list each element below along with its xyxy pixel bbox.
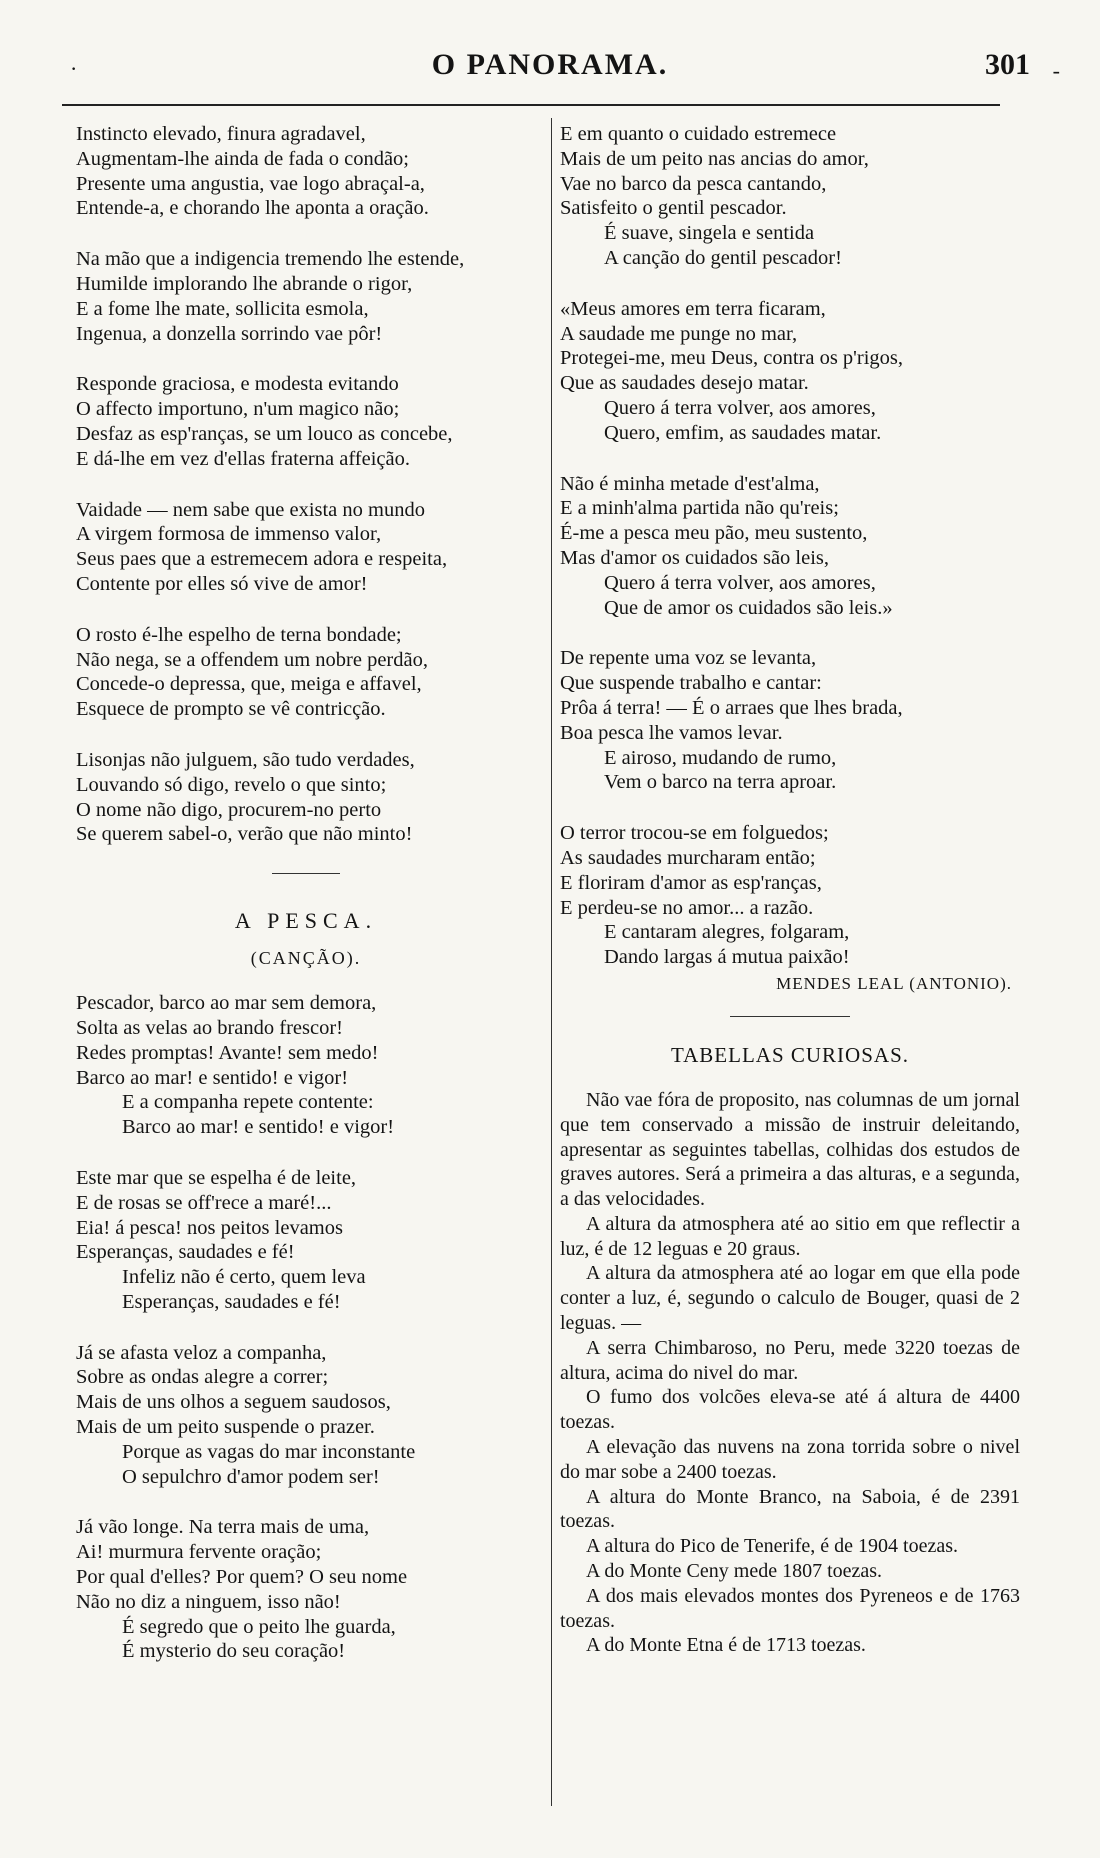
verse-line: Barco ao mar! e sentido! e vigor!: [122, 1116, 395, 1139]
journal-title: O PANORAMA.: [431, 48, 669, 81]
stanza: [76, 372, 536, 471]
stanza: [560, 472, 1020, 621]
verse-line: Barco ao mar! e sentido! e vigor!: [76, 1066, 349, 1089]
page-header: [70, 48, 1060, 98]
left-column: [76, 122, 536, 1690]
verse-line: Lisonjas não julguem, são tudo verdades,: [76, 748, 415, 771]
verse-line: Infeliz não é certo, quem leva: [122, 1266, 366, 1289]
verse-line: E a companha repete contente:: [122, 1091, 374, 1114]
paragraph: A do Monte Ceny mede 1807 toezas.: [586, 1560, 883, 1583]
verse-line: Entende-a, e chorando lhe aponta a oração.: [76, 197, 429, 220]
verse-line: Na mão que a indigencia tremendo lhe estende,: [76, 248, 465, 271]
verse-line: E de rosas se off'rece a maré!...: [76, 1191, 332, 1214]
header-rule: [62, 104, 1000, 106]
stanza: [76, 1515, 536, 1664]
stanza: [76, 1166, 536, 1315]
stanza: [560, 122, 1020, 271]
verse-line: Mas d'amor os cuidados são leis,: [560, 546, 830, 569]
verse-line: Mais de um peito nas ancias do amor,: [560, 147, 869, 170]
header-mark-right: -: [1052, 58, 1060, 83]
column-divider: [551, 118, 552, 1806]
verse-line: É-me a pesca meu pão, meu sustento,: [560, 522, 868, 545]
verse-line: Augmentam-lhe ainda de fada o condão;: [76, 147, 409, 170]
poem-subtitle: (CANÇÃO).: [250, 948, 362, 969]
stanza: [560, 646, 1020, 795]
verse-line: A virgem formosa de immenso valor,: [76, 523, 382, 546]
verse-line: Que as saudades desejo matar.: [560, 372, 809, 395]
verse-line: Boa pesca lhe vamos levar.: [560, 721, 783, 744]
verse-line: Este mar que se espelha é de leite,: [76, 1166, 357, 1189]
verse-line: Dando largas á mutua paixão!: [604, 946, 850, 969]
verse-line: O sepulchro d'amor podem ser!: [122, 1465, 380, 1488]
stanza: [76, 748, 536, 847]
verse-line: Louvando só digo, revelo o que sinto;: [76, 773, 387, 796]
poem-separator: [272, 873, 340, 874]
stanza: [560, 821, 1020, 970]
verse-line: Humilde implorando lhe abrande o rigor,: [76, 272, 413, 295]
stanza: [76, 122, 536, 221]
header-mark-left: ·: [70, 56, 78, 81]
verse-line: Esperanças, saudades e fé!: [122, 1290, 341, 1313]
verse-line: Esperanças, saudades e fé!: [76, 1241, 295, 1264]
verse-line: O terror trocou-se em folguedos;: [560, 822, 829, 845]
stanza: [76, 991, 536, 1140]
verse-line: Satisfeito o gentil pescador.: [560, 197, 787, 220]
verse-line: O nome não digo, procurem-no perto: [76, 798, 382, 821]
section-title: TABELLAS CURIOSAS.: [670, 1042, 909, 1067]
verse-line: Não nega, se a offendem um nobre perdão,: [76, 648, 428, 671]
paragraph: O fumo dos volcões eleva-se até á altura de 4400 toezas.: [560, 1386, 1020, 1434]
stanza: [76, 498, 536, 597]
verse-line: Porque as vagas do mar inconstante: [122, 1440, 416, 1463]
verse-line: Não é minha metade d'est'alma,: [560, 472, 820, 495]
paragraph: A altura do Monte Branco, na Saboia, é de 2391 toezas.: [560, 1485, 1020, 1533]
verse-line: E dá-lhe em vez d'ellas fraterna affeição.: [76, 447, 410, 470]
verse-line: De repente uma voz se levanta,: [560, 647, 817, 670]
verse-line: Que suspende trabalho e cantar:: [560, 672, 822, 695]
paragraph: A altura do Pico de Tenerife, é de 1904 toezas.: [586, 1535, 958, 1558]
verse-line: Quero á terra volver, aos amores,: [604, 571, 876, 594]
verse-line: Se querem sabel-o, verão que não minto!: [76, 823, 413, 846]
verse-line: Prôa á terra! — É o arraes que lhes brada,: [560, 696, 903, 719]
verse-line: Vae no barco da pesca cantando,: [560, 172, 827, 195]
verse-line: Responde graciosa, e modesta evitando: [76, 373, 399, 396]
verse-line: Eia! á pesca! nos peitos levamos: [76, 1216, 343, 1239]
a-pesca-poem: [76, 991, 536, 1664]
verse-line: E airoso, mudando de rumo,: [604, 746, 837, 769]
verse-line: «Meus amores em terra ficaram,: [560, 297, 826, 320]
verse-line: Concede-o depressa, que, meiga e affavel,: [76, 673, 422, 696]
paragraph: A elevação das nuvens na zona torrida sobre o nivel do mar sobe a 2400 toezas.: [560, 1436, 1020, 1483]
verse-line: As saudades murcharam então;: [560, 846, 816, 869]
verse-line: O rosto é-lhe espelho de terna bondade;: [76, 623, 402, 646]
verse-line: É mysterio do seu coração!: [122, 1640, 346, 1663]
verse-line: Desfaz as esp'ranças, se um louco as concebe,: [76, 422, 453, 445]
stanza: [76, 1341, 536, 1490]
verse-line: Já vão longe. Na terra mais de uma,: [76, 1516, 370, 1539]
paragraph: A serra Chimbaroso, no Peru, mede 3220 toezas de altura, acima do nivel do mar.: [560, 1336, 1020, 1384]
paragraph: A altura da atmosphera até ao logar em que ella pode conter a luz, é, segundo o calculo de Bouger, quasi de 2 leguas. —: [560, 1262, 1020, 1335]
verse-line: Ingenua, a donzella sorrindo vae pôr!: [76, 322, 383, 345]
verse-line: Esquece de prompto se vê contricção.: [76, 698, 386, 721]
left-poem-end: [76, 122, 536, 847]
verse-line: Que de amor os cuidados são leis.»: [604, 596, 893, 619]
verse-line: Instincto elevado, finura agradavel,: [76, 123, 366, 145]
verse-line: Seus paes que a estremecem adora e respeita,: [76, 548, 448, 571]
verse-line: E cantaram alegres, folgaram,: [604, 921, 850, 944]
verse-line: Não no diz a ninguem, isso não!: [76, 1590, 341, 1613]
verse-line: Contente por elles só vive de amor!: [76, 572, 368, 595]
verse-line: Solta as velas ao brando frescor!: [76, 1016, 343, 1039]
poem-title: A PESCA.: [234, 908, 378, 934]
verse-line: Protegei-me, meu Deus, contra os p'rigos,: [560, 347, 904, 370]
verse-line: Quero á terra volver, aos amores,: [604, 396, 876, 419]
verse-line: Presente uma angustia, vae logo abraçal-a,: [76, 172, 425, 195]
verse-line: Vem o barco na terra aproar.: [604, 771, 837, 794]
paragraph: Não vae fóra de proposito, nas columnas de um jornal que tem conservado a missão de instruir deleitando, apresentar as seguintes tabellas, colhidas dos estudos de graves autores. Será a primeira a das alturas, e a segunda, a das velocidades.: [560, 1088, 1020, 1211]
verse-line: A canção do gentil pescador!: [604, 246, 842, 269]
verse-line: A saudade me punge no mar,: [560, 322, 798, 345]
verse-line: Por qual d'elles? Por quem? O seu nome: [76, 1566, 408, 1589]
author-signature: MENDES LEAL (ANTONIO).: [776, 973, 1012, 993]
stanza: [76, 623, 536, 722]
verse-line: Mais de um peito suspende o prazer.: [76, 1416, 375, 1439]
verse-line: Quero, emfim, as saudades matar.: [604, 421, 882, 444]
stanza: [560, 297, 1020, 446]
verse-line: Ai! murmura fervente oração;: [76, 1541, 322, 1564]
verse-line: E a fome lhe mate, sollicita esmola,: [76, 297, 369, 320]
verse-line: É segredo que o peito lhe guarda,: [122, 1615, 396, 1638]
verse-line: Mais de uns olhos a seguem saudosos,: [76, 1391, 391, 1414]
stanza: [76, 247, 536, 346]
verse-line: Já se afasta veloz a companha,: [76, 1341, 327, 1364]
verse-line: E floriram d'amor as esp'ranças,: [560, 871, 822, 894]
tabellas-text: [560, 1088, 1020, 1658]
right-column: [560, 122, 1020, 1658]
verse-line: Vaidade — nem sabe que exista no mundo: [76, 498, 425, 521]
verse-line: E perdeu-se no amor... a razão.: [560, 896, 814, 919]
paragraph: A do Monte Etna é de 1713 toezas.: [586, 1634, 866, 1657]
verse-line: E em quanto o cuidado estremece: [560, 123, 837, 145]
verse-line: Sobre as ondas alegre a correr;: [76, 1366, 329, 1389]
verse-line: O affecto importuno, n'um magico não;: [76, 398, 400, 421]
verse-line: Redes promptas! Avante! sem medo!: [76, 1041, 379, 1064]
verse-line: E a minh'alma partida não qu'reis;: [560, 497, 839, 520]
section-separator: [730, 1016, 850, 1017]
a-pesca-poem-continued: [560, 122, 1020, 970]
paragraph: A dos mais elevados montes dos Pyreneos e de 1763 toezas.: [560, 1584, 1020, 1632]
page-number: 301: [985, 48, 1030, 81]
paragraph: A altura da atmosphera até ao sitio em que reflectir a luz, é de 12 leguas e 20 graus.: [560, 1212, 1020, 1260]
verse-line: Pescador, barco ao mar sem demora,: [76, 992, 377, 1015]
verse-line: É suave, singela e sentida: [604, 222, 815, 245]
